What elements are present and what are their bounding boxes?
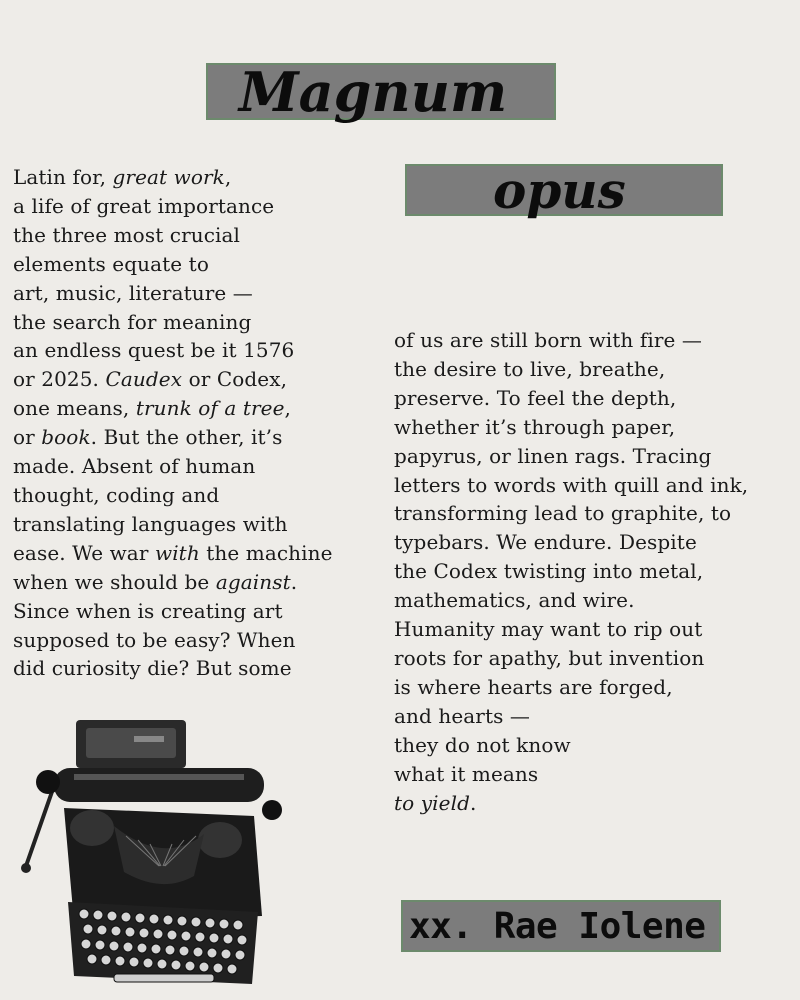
text-segment: did curiosity die? But some	[13, 656, 292, 681]
text-segment: Since when is creating art	[13, 598, 283, 623]
poem-left-column	[13, 163, 333, 683]
poem-line	[13, 279, 333, 308]
text-segment: an endless quest be it 1576	[13, 338, 295, 363]
text-segment: typebars. We endure. Despite	[394, 530, 697, 555]
poem-line	[394, 702, 748, 731]
poem-line	[394, 413, 748, 442]
text-segment: what it means	[394, 761, 539, 786]
poem-line	[394, 731, 748, 760]
text-segment: .	[469, 790, 477, 815]
poem-line	[13, 221, 333, 250]
poem-line	[394, 355, 748, 384]
poem-line	[394, 673, 748, 702]
text-segment: a life of great importance	[13, 193, 275, 218]
text-segment: the desire to live, breathe,	[394, 356, 666, 381]
text-segment: papyrus, or linen rags. Tracing	[394, 443, 712, 468]
italic-text: book	[41, 425, 91, 450]
author-signature: xx. Rae Iolene	[409, 905, 706, 947]
typewriter-icon	[14, 716, 286, 992]
text-segment: one means,	[13, 396, 136, 421]
text-segment: transforming lead to graphite, to	[394, 501, 732, 526]
poem-line	[394, 442, 748, 471]
poem-line	[13, 163, 333, 192]
text-segment: whether it’s through paper,	[394, 414, 676, 439]
text-segment: supposed to be easy? When	[13, 627, 296, 652]
poem-line	[13, 365, 333, 394]
text-segment: or Codex,	[182, 367, 288, 392]
text-segment: . But the other, it’s	[90, 425, 283, 450]
text-segment: when we should be	[13, 569, 216, 594]
poem-line	[394, 326, 748, 355]
poem-line	[13, 568, 333, 597]
italic-text: to yield	[394, 790, 470, 815]
text-segment: the machine	[199, 540, 333, 565]
italic-text: Caudex	[105, 367, 183, 392]
italic-text: trunk of a tree	[135, 396, 285, 421]
text-segment: ,	[224, 165, 232, 189]
text-segment: thought, coding and	[13, 482, 220, 507]
poem-line	[394, 586, 748, 615]
text-segment: the Codex twisting into metal,	[394, 559, 704, 584]
text-segment: the search for meaning	[13, 309, 252, 334]
poem-line	[13, 192, 333, 221]
poem-right-column	[394, 326, 748, 817]
text-segment: Humanity may want to rip out	[394, 617, 703, 642]
text-segment: .	[290, 569, 298, 594]
poem-line	[13, 481, 333, 510]
poem-line	[394, 499, 748, 528]
poem-line	[394, 471, 748, 500]
poem-line	[394, 557, 748, 586]
title-opus	[405, 160, 723, 220]
text-segment: elements equate to	[13, 251, 209, 276]
poem-line	[13, 452, 333, 481]
poem-line	[13, 423, 333, 452]
italic-text: with	[154, 540, 200, 565]
poem-line	[13, 539, 333, 568]
text-segment: and hearts —	[394, 703, 531, 728]
poem-line	[13, 308, 333, 337]
poem-line	[394, 615, 748, 644]
signature-box	[401, 900, 721, 952]
text-segment: ease. We war	[13, 540, 155, 565]
poem-line	[394, 384, 748, 413]
poem-line	[394, 789, 748, 818]
poem-line	[13, 394, 333, 423]
poem-line	[13, 597, 333, 626]
poem-line	[13, 250, 333, 279]
text-segment: translating languages with	[13, 511, 288, 536]
poem-line	[13, 510, 333, 539]
poem-line	[13, 626, 333, 655]
text-segment: is where hearts are forged,	[394, 674, 673, 699]
text-segment: mathematics, and wire.	[394, 588, 635, 613]
text-segment: of us are still born with fire —	[394, 328, 703, 352]
text-segment: or 2025.	[13, 367, 106, 392]
title-word-2: opus	[493, 160, 626, 220]
text-segment: letters to words with quill and ink,	[394, 472, 749, 497]
title-word-1: Magnum	[238, 59, 508, 124]
text-segment: they do not know	[394, 732, 571, 757]
text-segment: made. Absent of human	[13, 454, 256, 479]
poem-line	[394, 644, 748, 673]
text-segment: ,	[284, 396, 291, 421]
title-magnum	[206, 59, 556, 124]
italic-text: great work	[112, 165, 225, 189]
italic-text: against	[215, 569, 291, 594]
poem-line	[394, 528, 748, 557]
text-segment: Latin for,	[13, 165, 113, 189]
text-segment: the three most crucial	[13, 222, 241, 247]
poem-line	[13, 654, 333, 683]
poem-line	[13, 336, 333, 365]
poem-line	[394, 760, 748, 789]
text-segment: art, music, literature —	[13, 280, 253, 305]
text-segment: roots for apathy, but invention	[394, 645, 705, 670]
text-segment: preserve. To feel the depth,	[394, 385, 677, 410]
text-segment: or	[13, 425, 42, 450]
